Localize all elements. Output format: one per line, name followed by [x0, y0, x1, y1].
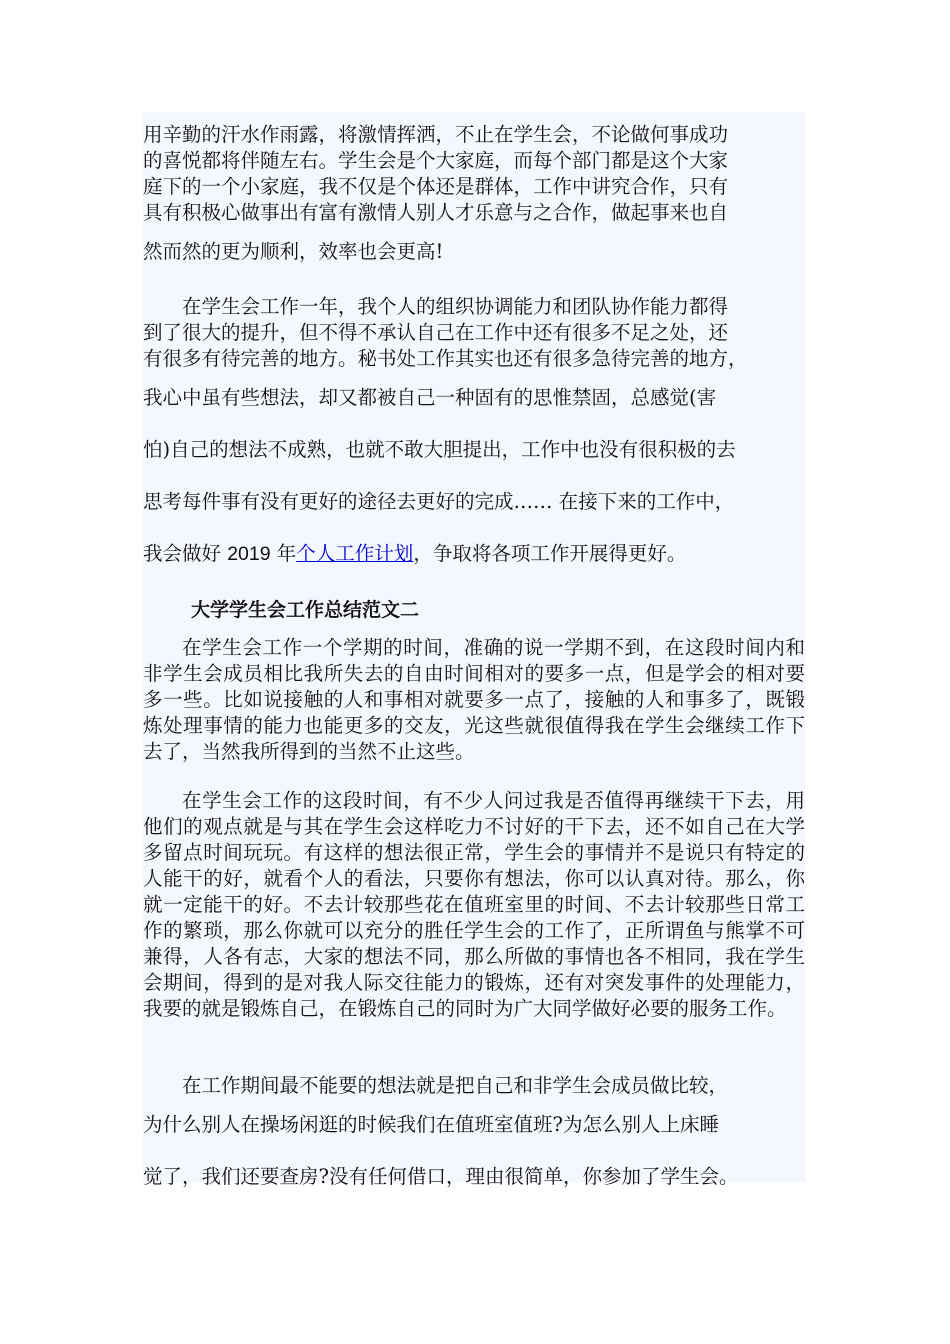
personal-work-plan-link[interactable]: 个人工作计划 [296, 542, 414, 565]
paragraph-line: 在学生会工作一年，我个人的组织协调能力和团队协作能力都得 [182, 295, 729, 318]
paragraph-1 [143, 122, 805, 278]
paragraph-line: 在工作期间最不能要的想法就是把自己和非学生会成员做比较， [182, 1074, 729, 1097]
year-text: 2019 [227, 543, 271, 565]
paragraph-5 [143, 1073, 805, 1203]
text-segment: 年 [270, 542, 297, 565]
paragraph-line [143, 528, 805, 580]
paragraph-line: 用辛勤的汗水作雨露，将激情挥洒，不止在学生会，不论做何事成功 [143, 123, 729, 146]
paragraph-line: 然而然的更为顺利，效率也会更高! [143, 240, 444, 263]
paragraph-line: 怕)自己的想法不成熟，也就不敢大胆提出，工作中也没有很积极的去 [143, 438, 736, 461]
paragraph-line: 庭下的一个小家庭，我不仅是个体还是群体，工作中讲究合作，只有 [143, 175, 729, 198]
paragraph-line: 的喜悦都将伴随左右。学生会是个大家庭，而每个部门都是这个大家 [143, 149, 729, 172]
paragraph-line: 我心中虽有些想法，却又都被自己一种固有的思惟禁固，总感觉(害 [143, 386, 717, 409]
paragraph-line: 到了很大的提升，但不得不承认自己在工作中还有很多不足之处，还 [143, 321, 729, 344]
paragraph-line: 觉了，我们还要查房?没有任何借口，理由很简单，你参加了学生会。 [143, 1165, 739, 1188]
paragraph-2 [143, 294, 805, 580]
paragraph-line: 具有积极心做事出有富有激情人别人才乐意与之合作，做起事来也自 [143, 201, 729, 224]
paragraph-3: 在学生会工作一个学期的时间，准确的说一学期不到，在这段时间内和非学生会成员相比我所失去的自由时间相对的要多一点，但是学会的相对要多一些。比如说接触的人和事相对就要多一点了，接触的人和事多了，既锻炼处理事情的能力也能更多的交友，光这些就很值得我在学生会继续工作下去了，当然我所得到的当然不止这些。 [143, 636, 805, 763]
text-segment: ，争取将各项工作开展得更好。 [413, 542, 687, 565]
section-heading: 大学学生会工作总结范文二 [191, 599, 420, 621]
paragraph-4: 在学生会工作的这段时间，有不少人问过我是否值得再继续干下去，用他们的观点就是与其在学生会这样吃力不讨好的干下去，还不如自己在大学多留点时间玩玩。有这样的想法很正常，学生会的事情并不是说只有特定的人能干的好，就看个人的看法，只要你有想法，你可以认真对待。那么，你就一定能干的好。不去计较那些花在值班室里的时间、不去计较那些日常工作的繁琐，那么你就可以充分的胜任学生会的工作了，正所谓鱼与熊掌不可兼得，人各有志，大家的想法不同，那么所做的事情也各不相同，我在学生会期间，得到的是对我人际交往能力的锻炼，还有对突发事件的处理能力，我要的就是锻炼自己，在锻炼自己的同时为广大同学做好必要的服务工作。 [143, 789, 805, 1020]
paragraph-line: 思考每件事有没有更好的途径去更好的完成…… 在接下来的工作中， [143, 490, 735, 513]
paragraph-line: 为什么别人在操场闲逛的时候我们在值班室值班?为怎么别人上床睡 [143, 1113, 719, 1136]
document-content [143, 112, 805, 1188]
text-segment: 我会做好 [143, 542, 228, 565]
paragraph-line: 有很多有待完善的地方。秘书处工作其实也还有很多急待完善的地方， [143, 347, 748, 370]
